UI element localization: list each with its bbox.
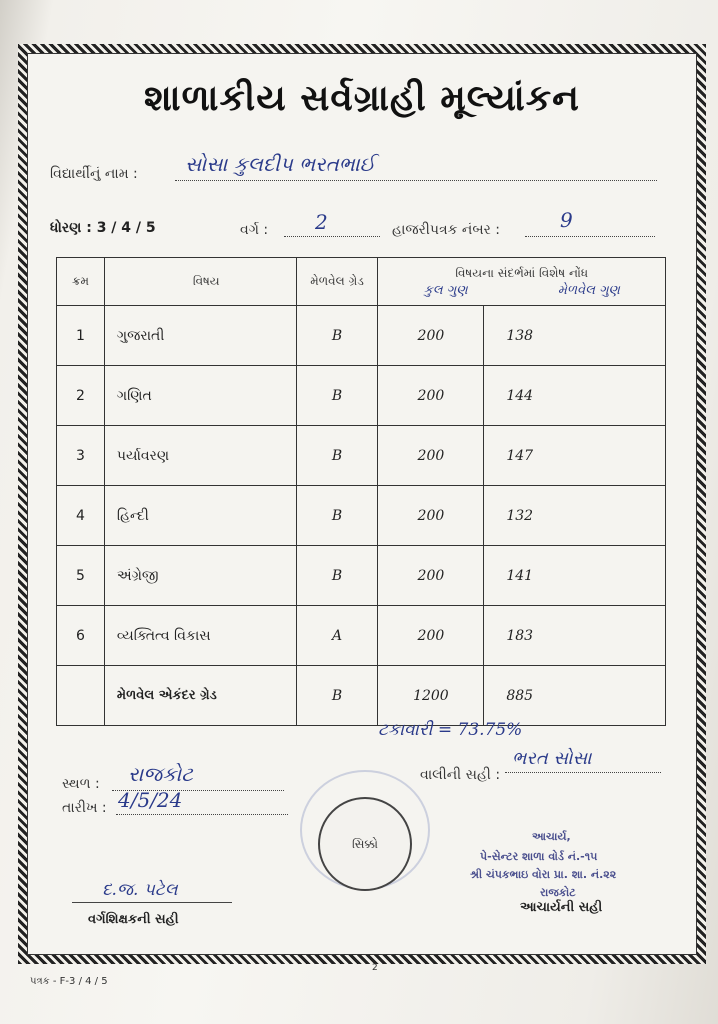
row-grade: B bbox=[296, 546, 378, 606]
total-max-marks: 1200 bbox=[378, 666, 484, 726]
total-grade: B bbox=[296, 666, 378, 726]
place-label: સ્થળ : bbox=[62, 776, 100, 792]
date-label: તારીખ : bbox=[62, 800, 107, 816]
row-obtained-marks: 132 bbox=[484, 486, 666, 546]
row-subject: અંગ્રેજી bbox=[104, 546, 296, 606]
principal-stamp-line3: શ્રી ચંપકભાઇ વોરા પ્રા. શા. નં.૨૨ bbox=[470, 868, 617, 881]
total-row bbox=[57, 666, 666, 726]
student-name-value: સોસા કુલદીપ ભરતભાઈ bbox=[185, 152, 376, 176]
row-max-marks: 200 bbox=[378, 366, 484, 426]
date-underline bbox=[116, 814, 288, 815]
seal-circle bbox=[318, 797, 412, 891]
table-row bbox=[57, 306, 666, 366]
teacher-sign-label: વર્ગશિક્ષકની સહી bbox=[88, 912, 179, 927]
document-title: શાળાકીય સર્વગ્રાહી મૂલ્યાંકન bbox=[144, 78, 580, 119]
table-header-row bbox=[57, 258, 666, 306]
header-obtained-marks: મેળવેલ ગુણ bbox=[557, 282, 620, 298]
seal-label: સિક્કો bbox=[351, 836, 378, 851]
principal-stamp-line4: રાજકોટ bbox=[540, 886, 576, 899]
row-max-marks: 200 bbox=[378, 546, 484, 606]
student-name-label: વિદ્યાર્થીનું નામ : bbox=[50, 166, 138, 182]
class-value: 2 bbox=[315, 210, 328, 234]
row-grade: A bbox=[296, 606, 378, 666]
row-grade: B bbox=[296, 366, 378, 426]
row-no: 3 bbox=[57, 426, 105, 486]
roll-label: હાજરીપત્રક નંબર : bbox=[392, 222, 500, 238]
row-max-marks: 200 bbox=[378, 606, 484, 666]
table-row bbox=[57, 486, 666, 546]
row-no: 2 bbox=[57, 366, 105, 426]
class-underline bbox=[284, 236, 380, 237]
row-no: 5 bbox=[57, 546, 105, 606]
percentage-note: ટકાવારી = 73.75% bbox=[378, 720, 523, 740]
row-subject: હિન્દી bbox=[104, 486, 296, 546]
header-no: ક્રમ bbox=[57, 258, 105, 306]
row-subject: પર્યાવરણ bbox=[104, 426, 296, 486]
place-value: રાજકોટ bbox=[128, 762, 193, 786]
form-code: પત્રક - F-3 / 4 / 5 bbox=[30, 976, 108, 987]
row-obtained-marks: 138 bbox=[484, 306, 666, 366]
class-label: વર્ગ : bbox=[240, 222, 269, 238]
name-underline bbox=[175, 180, 657, 181]
header-subject: વિષય bbox=[104, 258, 296, 306]
row-subject: વ્યક્તિત્વ વિકાસ bbox=[104, 606, 296, 666]
row-no: 6 bbox=[57, 606, 105, 666]
row-subject: ગુજરાતી bbox=[104, 306, 296, 366]
page-number: 2 bbox=[372, 963, 378, 973]
row-max-marks: 200 bbox=[378, 306, 484, 366]
table-row bbox=[57, 366, 666, 426]
row-grade: B bbox=[296, 306, 378, 366]
row-obtained-marks: 183 bbox=[484, 606, 666, 666]
row-no: 4 bbox=[57, 486, 105, 546]
date-value: 4/5/24 bbox=[118, 788, 183, 812]
parent-sign-label: વાલીની સહી : bbox=[420, 767, 501, 783]
teacher-sign-line bbox=[72, 902, 232, 903]
table-row bbox=[57, 546, 666, 606]
header-remarks bbox=[378, 258, 666, 306]
principal-sign-label: આચાર્યની સહી bbox=[520, 900, 603, 915]
principal-stamp-line2: પે-સેન્ટર શાળા વોર્ડ નં.-૧૫ bbox=[480, 850, 598, 863]
principal-stamp-line1: આચાર્ય, bbox=[532, 830, 571, 843]
remarks-title: વિષયના સંદર્ભમાં વિશેષ નોંધ bbox=[455, 265, 589, 280]
header-total-marks: કુલ ગુણ bbox=[423, 282, 468, 298]
roll-underline bbox=[525, 236, 655, 237]
row-grade: B bbox=[296, 486, 378, 546]
standard-label: ધોરણ : 3 / 4 / 5 bbox=[50, 220, 156, 236]
total-no-cell bbox=[57, 666, 105, 726]
table-row bbox=[57, 606, 666, 666]
row-grade: B bbox=[296, 426, 378, 486]
row-obtained-marks: 141 bbox=[484, 546, 666, 606]
row-subject: ગણિત bbox=[104, 366, 296, 426]
row-no: 1 bbox=[57, 306, 105, 366]
marks-table bbox=[56, 257, 666, 726]
header-grade: મેળવેલ ગ્રેડ bbox=[296, 258, 378, 306]
parent-signature: ભરત સોસા bbox=[512, 748, 592, 769]
total-label: મેળવેલ એકંદર ગ્રેડ bbox=[104, 666, 296, 726]
row-obtained-marks: 144 bbox=[484, 366, 666, 426]
row-obtained-marks: 147 bbox=[484, 426, 666, 486]
roll-value: 9 bbox=[560, 208, 573, 232]
teacher-signature: દ.જ. પટેલ bbox=[102, 880, 178, 900]
row-max-marks: 200 bbox=[378, 486, 484, 546]
parent-sign-underline bbox=[505, 772, 661, 773]
total-obtained-marks: 885 bbox=[484, 666, 666, 726]
table-row bbox=[57, 426, 666, 486]
row-max-marks: 200 bbox=[378, 426, 484, 486]
